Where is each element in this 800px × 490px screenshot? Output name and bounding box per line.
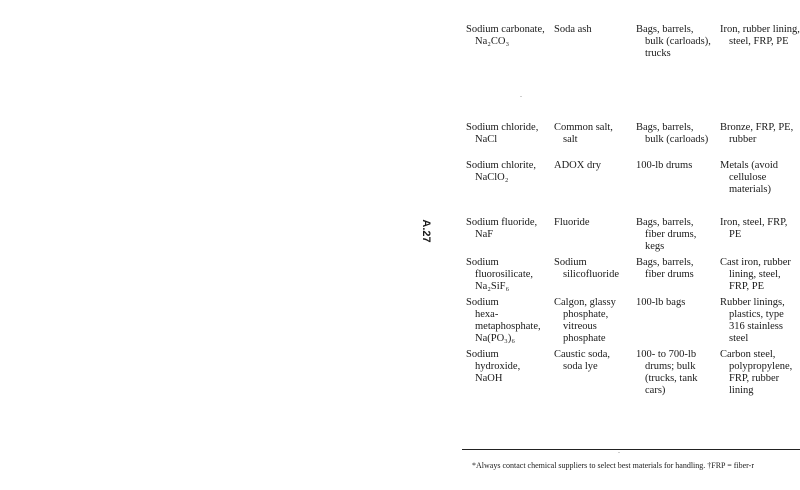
table-cell-chemical: Sodium carbonate, Na₂CO₃ <box>466 24 545 47</box>
table-cell-materials: Carbon steel, polypropylene, FRP, rubber lining <box>720 349 793 396</box>
table-cell-common-name: Common salt, salt <box>554 122 613 145</box>
table-cell-chemical: Sodium fluorosilicate, Na₂SiF₆ <box>466 257 534 292</box>
table-cell-materials: Bronze, FRP, PE, rubber <box>720 122 794 145</box>
table-cell-shipping: 100-lb drums <box>636 160 693 171</box>
table-cell-materials: Iron, steel, FRP, PE <box>720 217 788 240</box>
table-cell-common-name: Sodium silicofluoride <box>554 257 619 280</box>
table-cell-common-name: Fluoride <box>554 217 590 228</box>
scan-speck <box>618 452 620 453</box>
table-bottom-rule <box>462 449 800 450</box>
table-cell-chemical: Sodium hydroxide, NaOH <box>466 349 521 384</box>
table-cell-common-name: Soda ash <box>554 24 592 35</box>
scan-speck <box>520 96 522 97</box>
table-cell-materials: Iron, rubber lining, steel, FRP, PE <box>720 24 800 47</box>
table-cell-materials: Cast iron, rubber lining, steel, FRP, PE <box>720 257 791 292</box>
table-cell-chemical: Sodium chlorite, NaClO₂ <box>466 160 536 183</box>
table-cell-shipping: Bags, barrels, bulk (carloads) <box>636 122 709 145</box>
table-footnote: *Always contact chemical suppliers to select best materials for handling. †FRP = fiber-r <box>472 461 754 470</box>
table-cell-chemical: Sodium hexa- metaphosphate, Na(PO₃)₆ <box>466 297 541 344</box>
table-cell-chemical: Sodium fluoride, NaF <box>466 217 538 240</box>
table-cell-common-name: Calgon, glassy phosphate, vitreous phosphate <box>554 297 616 344</box>
table-cell-common-name: ADOX dry <box>554 160 601 171</box>
table-cell-shipping: Bags, barrels, bulk (carloads), trucks <box>636 24 711 59</box>
table-cell-shipping: 100- to 700-lb drums; bulk (trucks, tank cars) <box>636 349 698 396</box>
table-cell-chemical: Sodium chloride, NaCl <box>466 122 539 145</box>
table-cell-common-name: Caustic soda, soda lye <box>554 349 610 372</box>
table-cell-materials: Rubber linings, plastics, type 316 stainless steel <box>720 297 785 344</box>
table-cell-shipping: Bags, barrels, fiber drums <box>636 257 694 280</box>
table-cell-materials: Metals (avoid cellulose materials) <box>720 160 779 195</box>
page-number: A.27 <box>420 219 432 243</box>
table-cell-shipping: 100-lb bags <box>636 297 686 308</box>
table-cell-shipping: Bags, barrels, fiber drums, kegs <box>636 217 697 252</box>
